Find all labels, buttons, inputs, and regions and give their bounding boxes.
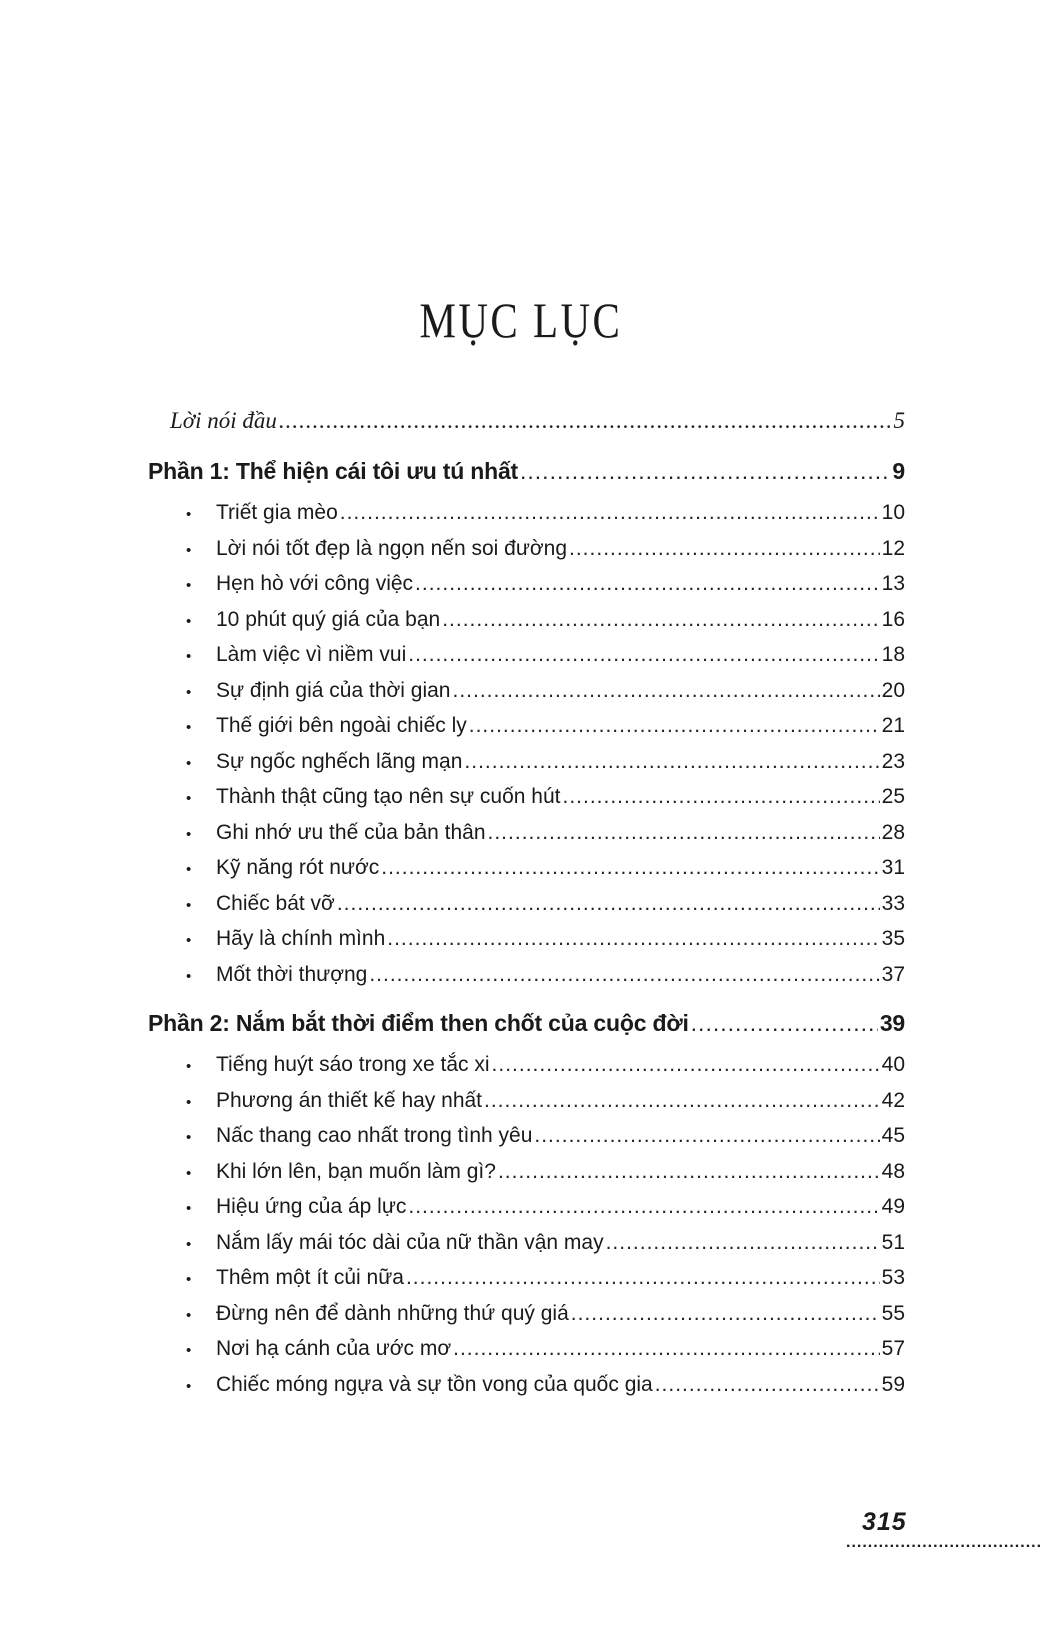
toc-item-label: Làm việc vì niềm vui — [216, 643, 407, 666]
dot-leader — [442, 608, 879, 632]
dot-leader — [387, 927, 879, 951]
bullet-icon: • — [186, 719, 192, 736]
bullet-icon: • — [186, 683, 192, 701]
bullet-icon: • — [186, 506, 192, 523]
dot-leader — [337, 892, 880, 916]
toc-entry-label: Lời nói đầu — [170, 408, 277, 433]
bullet-icon: • — [186, 896, 192, 914]
bullet-icon: • — [186, 754, 192, 772]
toc-item — [148, 1373, 905, 1397]
toc-entry-intro — [148, 408, 905, 434]
toc-item-page: 55 — [881, 1301, 905, 1325]
toc-item-label: Đừng nên để dành những thứ quý giá — [216, 1301, 569, 1325]
toc-part-1 — [148, 458, 905, 485]
toc-item — [148, 785, 905, 809]
page-title: MỤC LỤC — [419, 292, 623, 348]
toc-part-label: Phần 1: Thể hiện cái tôi ưu tú nhất — [148, 458, 519, 484]
bullet-icon: • — [186, 612, 192, 630]
toc-item — [148, 643, 905, 667]
toc-item-label: Thành thật cũng tạo nên sự cuốn hút — [216, 785, 561, 808]
dot-leader — [453, 1337, 880, 1361]
bullet-icon: • — [186, 1093, 192, 1111]
toc-item-page: 49 — [881, 1195, 905, 1218]
toc-item-label: Tiếng huýt sáo trong xe tắc xi — [216, 1053, 490, 1076]
bullet-icon: • — [186, 967, 192, 985]
bullet-icon: • — [186, 1342, 192, 1359]
toc-item-label: Hiệu ứng của áp lực — [216, 1195, 407, 1218]
toc-item-label: Phương án thiết kế hay nhất — [216, 1088, 483, 1112]
dot-leader — [569, 537, 880, 561]
bullet-icon: • — [186, 648, 192, 665]
toc-item — [148, 608, 905, 632]
dot-leader — [488, 821, 880, 845]
toc-item-page: 18 — [881, 643, 905, 666]
toc-item — [148, 750, 905, 774]
toc-item — [148, 821, 905, 845]
dot-leader — [562, 785, 879, 809]
dot-leader — [655, 1373, 880, 1397]
bullet-icon: • — [186, 1164, 192, 1182]
toc-item — [148, 714, 905, 738]
toc-item-label: Khi lớn lên, bạn muốn làm gì? — [216, 1159, 496, 1183]
bullet-icon: • — [186, 932, 192, 949]
toc-item — [148, 1089, 905, 1113]
toc-item — [148, 1266, 905, 1290]
toc-item-page: 25 — [881, 785, 905, 808]
bullet-icon: • — [186, 1129, 192, 1146]
toc-item-page: 40 — [881, 1053, 905, 1076]
dot-leader — [452, 679, 879, 703]
toc-item-page: 35 — [881, 927, 905, 950]
bullet-icon: • — [186, 1235, 192, 1253]
toc-item — [148, 892, 905, 916]
toc-part-2 — [148, 1010, 905, 1037]
toc-item-page: 21 — [881, 714, 905, 737]
toc-item — [148, 963, 905, 987]
toc-item-page: 59 — [881, 1372, 905, 1396]
dot-leader — [464, 750, 879, 774]
bullet-icon: • — [186, 1377, 192, 1395]
toc-entry-page: 5 — [893, 408, 905, 433]
toc-item-label: Nơi hạ cánh của ước mơ — [216, 1337, 452, 1360]
dot-leader — [571, 1302, 880, 1326]
toc-item-page: 20 — [881, 678, 905, 702]
toc-item-label: Thế giới bên ngoài chiếc ly — [216, 714, 467, 737]
dot-leader — [492, 1053, 880, 1077]
dot-leader — [369, 963, 879, 987]
toc-item — [148, 1337, 905, 1361]
bullet-icon: • — [186, 790, 192, 807]
toc-item — [148, 927, 905, 951]
dot-leader — [415, 572, 880, 596]
toc-item-page: 51 — [881, 1230, 905, 1254]
toc-item-label: Kỹ năng rót nước — [216, 856, 380, 879]
toc-item-page: 33 — [881, 891, 905, 915]
bullet-icon: • — [186, 861, 192, 878]
toc-item-label: Sự ngốc nghếch lãng mạn — [216, 749, 463, 773]
toc-item-page: 42 — [881, 1088, 905, 1112]
toc-item-label: Chiếc bát vỡ — [216, 891, 335, 915]
toc-item-label: Nắm lấy mái tóc dài của nữ thần vận may — [216, 1230, 604, 1254]
toc-item — [148, 1053, 905, 1077]
toc-item — [148, 1231, 905, 1255]
dot-leader — [520, 458, 890, 485]
toc-item-page: 23 — [881, 749, 905, 773]
toc-item-page: 45 — [881, 1124, 905, 1147]
toc-item — [148, 1195, 905, 1219]
toc-item-label: Triết gia mèo — [216, 501, 338, 524]
dot-leader — [534, 1124, 879, 1148]
bullet-icon: • — [186, 825, 192, 843]
page-number: 315 — [862, 1508, 907, 1536]
toc-item-label: Hẹn hò với công việc — [216, 572, 414, 595]
toc-item-page: 28 — [881, 820, 905, 844]
toc-item-label: Hãy là chính mình — [216, 927, 386, 950]
dot-leader — [406, 1266, 880, 1290]
toc-item — [148, 856, 905, 880]
toc-item-page: 16 — [881, 607, 905, 631]
bullet-icon: • — [186, 1200, 192, 1217]
dot-leader — [340, 501, 880, 525]
dot-leader — [484, 1089, 880, 1113]
toc-item-page: 48 — [881, 1159, 905, 1183]
toc-item-page: 37 — [881, 962, 905, 986]
dot-leader — [408, 643, 879, 667]
toc-item-page: 12 — [881, 536, 905, 560]
toc-item-label: Thêm một ít củi nữa — [216, 1266, 404, 1289]
toc-item — [148, 1160, 905, 1184]
dot-leader — [606, 1231, 880, 1255]
toc-item — [148, 1124, 905, 1148]
bullet-icon: • — [186, 541, 192, 559]
toc-item-label: Chiếc móng ngựa và sự tồn vong của quốc gia — [216, 1372, 653, 1396]
footer-dot-rule — [846, 1536, 1040, 1550]
dot-leader — [469, 714, 880, 738]
toc-item — [148, 679, 905, 703]
toc-part-label: Phần 2: Nắm bắt thời điểm then chốt của cuộc đời — [148, 1010, 689, 1036]
toc-part-page: 9 — [892, 458, 905, 484]
toc-item-label: Nấc thang cao nhất trong tình yêu — [216, 1124, 533, 1147]
toc-item-page: 53 — [881, 1266, 905, 1289]
toc-item — [148, 1302, 905, 1326]
dot-leader — [498, 1160, 880, 1184]
bullet-icon: • — [186, 577, 192, 594]
dot-leader — [279, 408, 892, 434]
toc-item — [148, 572, 905, 596]
toc-item-label: Lời nói tốt đẹp là ngọn nến soi đường — [216, 536, 568, 560]
toc-item — [148, 501, 905, 525]
toc-part-page: 39 — [879, 1010, 905, 1036]
toc-item-label: Mốt thời thượng — [216, 962, 368, 986]
toc-item-page: 13 — [881, 572, 905, 595]
dot-leader — [408, 1195, 879, 1219]
toc-item-label: Sự định giá của thời gian — [216, 678, 451, 702]
bullet-icon: • — [186, 1271, 192, 1288]
dot-leader — [381, 856, 879, 880]
toc-item-page: 31 — [881, 856, 905, 879]
dot-leader — [691, 1010, 878, 1037]
toc-item-label: Ghi nhớ ưu thế của bản thân — [216, 820, 486, 844]
bullet-icon: • — [186, 1058, 192, 1075]
toc-item-page: 57 — [881, 1337, 905, 1360]
bullet-icon: • — [186, 1306, 192, 1324]
toc-item-label: 10 phút quý giá của bạn — [216, 607, 441, 631]
toc-item-page: 10 — [881, 501, 905, 524]
toc-item — [148, 537, 905, 561]
